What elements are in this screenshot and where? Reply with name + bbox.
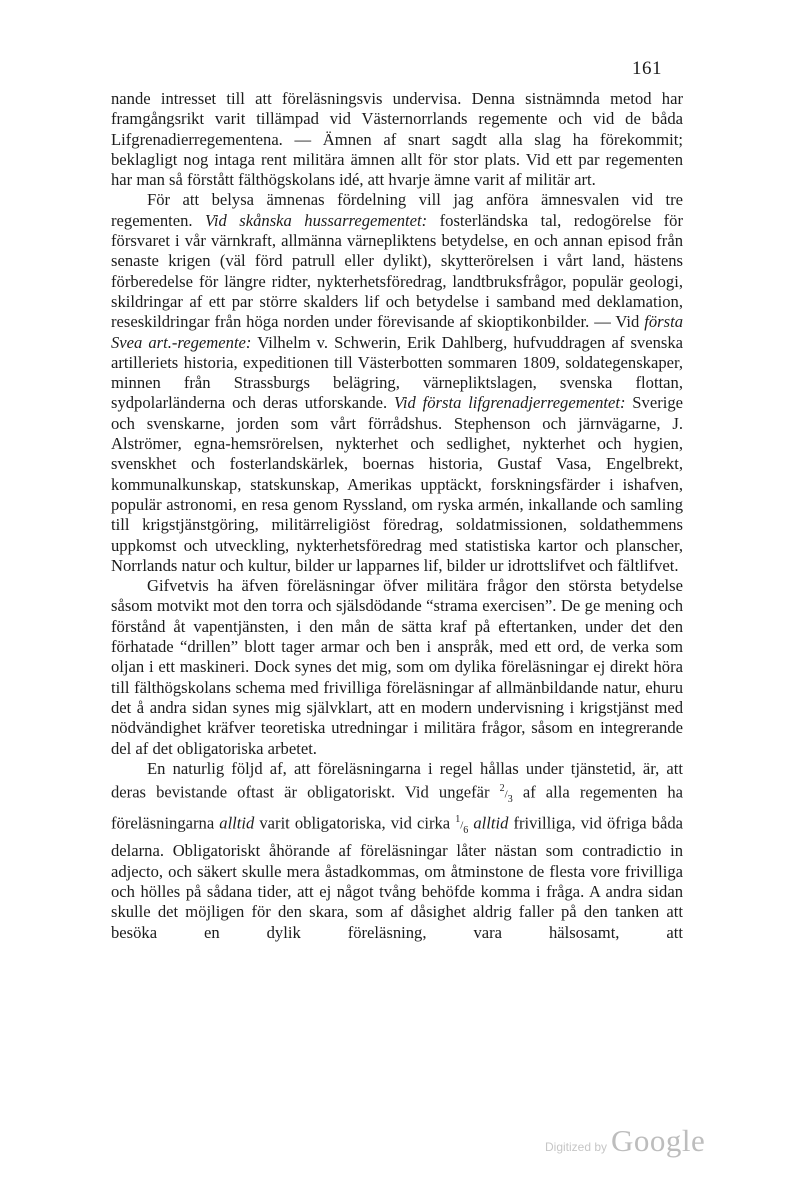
paragraph-2 (111, 190, 683, 576)
regiment-name-skanska-hussar: Vid skånska hussarregementet: (205, 210, 428, 230)
emphasis-alltid-1: alltid (219, 813, 255, 833)
google-logo: Google (611, 1123, 706, 1158)
paragraph-4: En naturlig följd af, att föreläsningarna i regel hållas under tjänstetid, är, att deras bevistande oftast är obligatoriskt. Vid ungefär $^2/_3$ af alla regementen ha föreläsningarna alltid varit obligatoriska, vid cirka $^1/_6$ alltid frivilliga, vid öfriga båda delarna. Obligatoriskt åhörande af föreläsningar låter nästan som contradictio in adjecto, och säkert skulle mera åstadkommas, om åtminstone de flesta vore frivilliga och hölles på sådana tider, att ej något tvång behöfde komma i fråga. A andra sidan skulle det möjligen för den skara, som af dåsighet aldrig faller på den tanken att besöka en dylik föreläsning, vara hälsosamt, att (111, 758, 684, 942)
paragraph-4-part-1: En naturlig följd af, att föreläsningarna i regel hållas under tjänstetid, är, att deras bevistande oftast är obligatoriskt. Vid ungefär (111, 758, 683, 802)
paragraph-4-part-2: af alla regementen ha föreläsningarna (111, 782, 683, 833)
watermark-digitized-label: Digitized by (545, 1140, 608, 1154)
digitized-watermark (545, 1123, 705, 1159)
emphasis-alltid-2: alltid (473, 813, 509, 833)
fraction-one-sixth-denominator: 6 (463, 825, 469, 837)
paragraph-1: nande intresset till att föreläsningsvis undervisa. Denna sistnämnda metod har framgångsrikt varit tillämpad vid Västernorrlands regemente och vid de båda Lifgrenadierregementena. — Ämnen af snart sagdt alla slag ha förekommit; beklagligt nog intaga rent militära ämnen allt för stor plats. Vid ett par regementen har man så förstått fälthögskolans idé, att hvarje ämne varit af militär art. (111, 89, 683, 190)
body-text (111, 89, 683, 943)
paragraph-2-list-3: Sverige och svenskarne, jorden som vårt förrådshus. Stephenson och järnvägarne, J. Alströmer, egna-hemsrörelsen, nykterhet och sedlighet, nykterhet och hygien, svenskhet och fosterlandskärlek, boernas historia, Gustaf Vasa, Engelbrekt, kommunalkunskap, statskunskap, Amerikas upptäckt, forskningsfärder i ishafven, populär astronomi, en resa genom Ryssland, om ryska armén, inkallande och samling till krigstjänstgöring, militärreligiöst föredrag, soldatmissionen, soldathemmens uppkomst och utveckling, nykterhetsföredrag med statistiska kartor och planscher, Norrlands natur och kultur, bilder ur lapparnes lif, bilder ur idrottslifvet och fältlifvet. (111, 393, 683, 575)
paragraph-4-part-5: frivilliga, vid öfriga båda delarna. Obligatoriskt åhörande af föreläsningar låter nästan som contradictio in adjecto, och säkert skulle mera åstadkommas, om åtminstone de flesta vore frivilliga och hölles på sådana tider, att ej något tvång behöfde komma i fråga. A andra sidan skulle det möjligen för den skara, som af dåsighet aldrig faller på den tanken att besöka en dylik föreläsning, vara hälsosamt, att (111, 813, 684, 942)
regiment-name-lifgrenadjer: Vid första lifgrenadjerregementet: (394, 393, 626, 413)
paragraph-2-intro: För att belysa ämnenas fördelning vill jag anföra ämnesvalen vid tre regementen. (111, 190, 683, 230)
page-number: 161 (632, 58, 662, 79)
paragraph-4-part-3: varit obligatoriska, vid cirka (254, 813, 456, 833)
paragraph-3: Gifvetvis ha äfven föreläsningar öfver militära frågor den största betydelse såsom motvikt mot den torra och själsdödande “strama exercisen”. De ge mening och förstånd åt vapentjänsten, i den mån de sätta kraf på eftertanken, under det den förhatade “drillen” blott tager armar och ben i anspråk, med ett ord, de verka som oljan i ett maskineri. Dock synes det mig, som om dylika föreläsningar ej direkt höra till fälthögskolans schema med frivilliga föreläsningar af allmänbildande natur, ehuru det å andra sidan synes mig självklart, att en modern undervisning i krigstjänst med nödvändighet kräfver teoretiska utredningar i militära frågor, såsom en integrerande del af det obligatoriska arbetet. (111, 576, 683, 758)
regiment-name-svea-art: första Svea art.-regemente: (111, 312, 683, 352)
fraction-two-thirds-denominator: 3 (507, 793, 513, 805)
fraction-one-sixth-numerator: 1 (455, 814, 461, 826)
paragraph-2-list-2: Vilhelm v. Schwerin, Erik Dahlberg, hufvuddragen af svenska artilleriets historia, expeditionen till Västerbotten sommaren 1809, soldategenskaper, minnen från Strassburgs belägring, värnepliktslagen, svenska flottan, sydpolarländerna och deras utforskande. (111, 332, 683, 413)
fraction-two-thirds-numerator: 2 (499, 783, 505, 795)
paragraph-2-list-1: fosterländska tal, redogörelse för försvaret i vår värnkraft, allmänna värnepliktens betydelse, en och annan episod från senaste krigen (väl förd patrull eller dylikt), skytterörelsen i vårt land, hästens förberedelse för längre ridter, nykterhetsföredrag, landtbruksfrågor, populär geologi, skildringar af ett par större skalders lif och betydelse i samband med deklamation, reseskildringar från höga norden under förevisande af skioptikonbilder. — Vid (111, 210, 683, 332)
